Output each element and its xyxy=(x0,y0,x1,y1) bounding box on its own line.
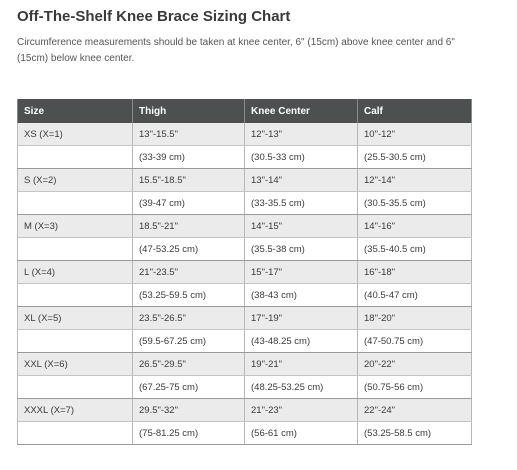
size-cell-empty xyxy=(18,284,133,307)
thigh-inches-cell: 21"-23.5" xyxy=(133,261,245,284)
page-title: Off-The-Shelf Knee Brace Sizing Chart xyxy=(17,8,291,25)
size-cell: L (X=4) xyxy=(18,261,133,284)
thigh-cm-cell: (75-81.25 cm) xyxy=(133,422,245,445)
knee-inches-cell: 14"-15" xyxy=(245,215,358,238)
header-row xyxy=(18,99,472,123)
thigh-inches-cell: 15.5"-18.5" xyxy=(133,169,245,192)
table-row xyxy=(18,261,472,284)
table-row xyxy=(18,169,472,192)
table-header xyxy=(18,99,472,123)
calf-cm-cell: (50.75-56 cm) xyxy=(358,376,472,399)
calf-inches-cell: 10"-12" xyxy=(358,123,472,146)
table-row xyxy=(18,330,472,353)
table-row xyxy=(18,284,472,307)
size-cell: M (X=3) xyxy=(18,215,133,238)
table-row xyxy=(18,376,472,399)
knee-cm-cell: (33-35.5 cm) xyxy=(245,192,358,215)
thigh-cm-cell: (67.25-75 cm) xyxy=(133,376,245,399)
knee-inches-cell: 15"-17" xyxy=(245,261,358,284)
header-size: Size xyxy=(18,99,133,123)
knee-cm-cell: (56-61 cm) xyxy=(245,422,358,445)
table-row xyxy=(18,123,472,146)
knee-cm-cell: (35.5-38 cm) xyxy=(245,238,358,261)
knee-inches-cell: 21"-23" xyxy=(245,399,358,422)
knee-inches-cell: 17"-19" xyxy=(245,307,358,330)
table-row xyxy=(18,353,472,376)
table-row xyxy=(18,399,472,422)
size-cell: XXL (X=6) xyxy=(18,353,133,376)
table-row xyxy=(18,215,472,238)
knee-cm-cell: (30.5-33 cm) xyxy=(245,146,358,169)
size-cell-empty xyxy=(18,238,133,261)
size-cell-empty xyxy=(18,192,133,215)
knee-inches-cell: 19"-21" xyxy=(245,353,358,376)
thigh-cm-cell: (39-47 cm) xyxy=(133,192,245,215)
size-cell: XS (X=1) xyxy=(18,123,133,146)
knee-inches-cell: 12"-13" xyxy=(245,123,358,146)
thigh-inches-cell: 13"-15.5" xyxy=(133,123,245,146)
thigh-inches-cell: 26.5"-29.5" xyxy=(133,353,245,376)
measurement-instructions: Circumference measurements should be taken at knee center, 6" (15cm) above knee center and 6" (15cm) below knee center. xyxy=(17,37,455,64)
table-body xyxy=(18,123,472,445)
thigh-cm-cell: (53.25-59.5 cm) xyxy=(133,284,245,307)
size-cell-empty xyxy=(18,376,133,399)
size-cell: XXXL (X=7) xyxy=(18,399,133,422)
table-row xyxy=(18,307,472,330)
knee-cm-cell: (43-48.25 cm) xyxy=(245,330,358,353)
calf-inches-cell: 12"-14" xyxy=(358,169,472,192)
calf-inches-cell: 20"-22" xyxy=(358,353,472,376)
table-row xyxy=(18,192,472,215)
knee-inches-cell: 13"-14" xyxy=(245,169,358,192)
size-cell-empty xyxy=(18,422,133,445)
header-thigh: Thigh xyxy=(133,99,245,123)
calf-inches-cell: 22"-24" xyxy=(358,399,472,422)
calf-cm-cell: (40.5-47 cm) xyxy=(358,284,472,307)
header-calf: Calf xyxy=(358,99,472,123)
thigh-inches-cell: 23.5"-26.5" xyxy=(133,307,245,330)
thigh-cm-cell: (47-53.25 cm) xyxy=(133,238,245,261)
calf-inches-cell: 18"-20" xyxy=(358,307,472,330)
size-cell: XL (X=5) xyxy=(18,307,133,330)
knee-cm-cell: (38-43 cm) xyxy=(245,284,358,307)
size-cell-empty xyxy=(18,330,133,353)
thigh-inches-cell: 29.5"-32" xyxy=(133,399,245,422)
table-row xyxy=(18,146,472,169)
knee-cm-cell: (48.25-53.25 cm) xyxy=(245,376,358,399)
thigh-inches-cell: 18.5"-21" xyxy=(133,215,245,238)
table-row xyxy=(18,238,472,261)
calf-inches-cell: 14"-16" xyxy=(358,215,472,238)
calf-cm-cell: (25.5-30.5 cm) xyxy=(358,146,472,169)
size-cell: S (X=2) xyxy=(18,169,133,192)
size-cell-empty xyxy=(18,146,133,169)
sizing-table xyxy=(17,99,472,445)
calf-cm-cell: (35.5-40.5 cm) xyxy=(358,238,472,261)
table-row xyxy=(18,422,472,445)
thigh-cm-cell: (59.5-67.25 cm) xyxy=(133,330,245,353)
calf-inches-cell: 16"-18" xyxy=(358,261,472,284)
thigh-cm-cell: (33-39 cm) xyxy=(133,146,245,169)
calf-cm-cell: (30.5-35.5 cm) xyxy=(358,192,472,215)
header-knee-center: Knee Center xyxy=(245,99,358,123)
calf-cm-cell: (53.25-58.5 cm) xyxy=(358,422,472,445)
calf-cm-cell: (47-50.75 cm) xyxy=(358,330,472,353)
